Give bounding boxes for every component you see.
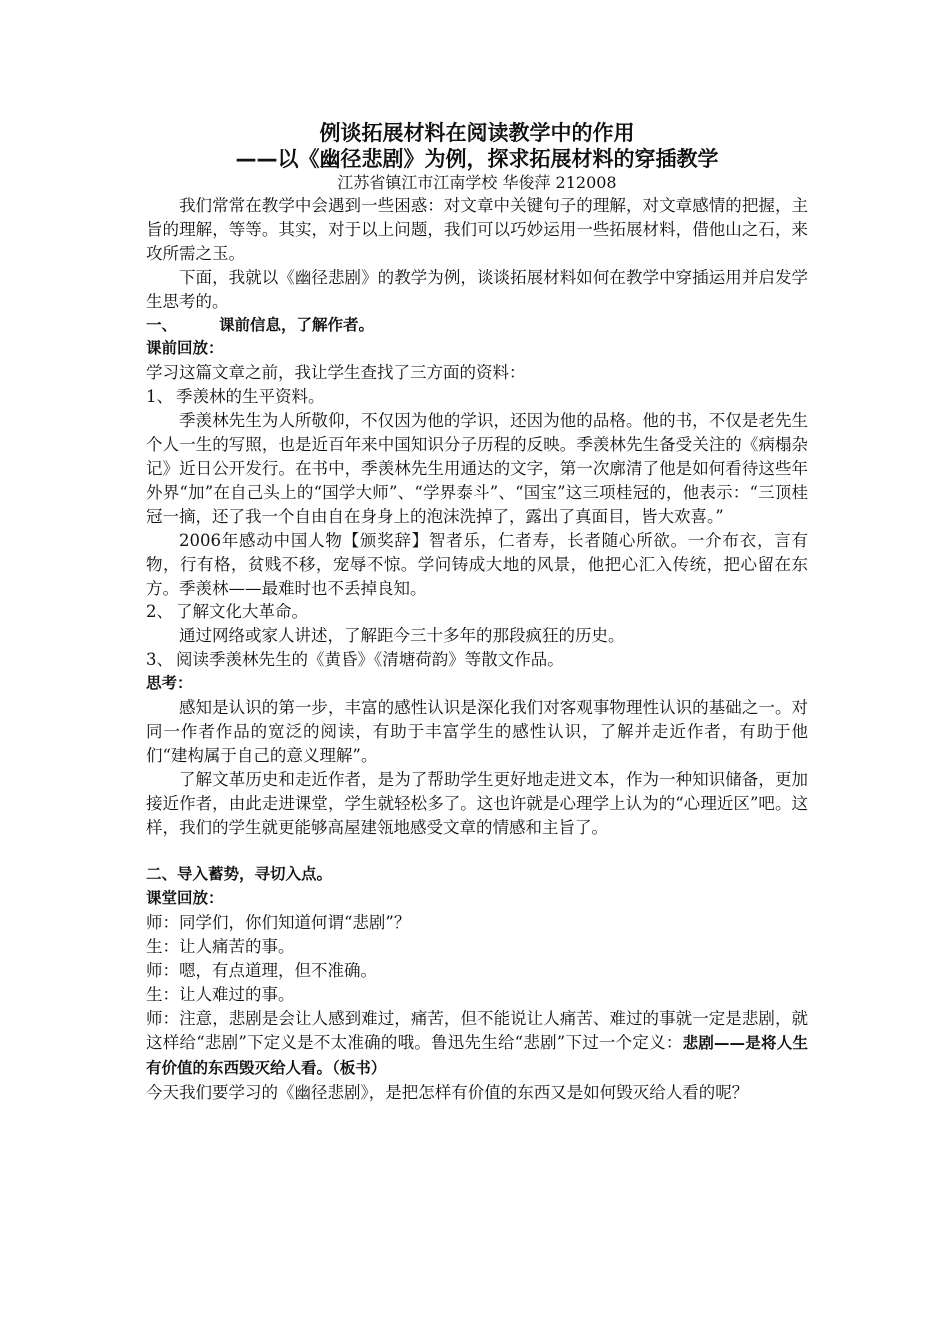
list-item-2-text: 了解文化大革命。 <box>176 602 308 622</box>
intro-paragraph-1: 我们常常在教学中会遇到一些困惑：对文章中关键句子的理解，对文章感情的把握，主旨的理解，等等。其实，对于以上问题，我们可以巧妙运用一些拓展材料，借他山之石，来攻所需之玉。 <box>146 196 808 263</box>
item-2-paragraph-1: 通过网络或家人讲述，了解距今三十多年的那段疯狂的历史。 <box>179 626 625 646</box>
dialogue-line-5-text: 师：注意，悲剧是会让人感到难过，痛苦，但不能说让人痛苦、难过的事就一定是悲剧，就这样给“悲剧”下定义是不太准确的哦。鲁迅先生给“悲剧”下过一个定义： <box>146 1008 808 1052</box>
review-1-label: 课前回放： <box>146 339 224 358</box>
dialogue-line-4: 生：让人难过的事。 <box>146 985 295 1004</box>
list-item-2-number: 2、 <box>146 602 173 622</box>
list-item-1 <box>146 385 808 409</box>
section-1-title: 课前信息，了解作者。 <box>219 315 375 334</box>
list-item-2 <box>146 600 808 624</box>
list-item-3 <box>146 648 808 672</box>
think-paragraph-1: 感知是认识的第一步，丰富的感性认识是深化我们对客观事物理性认识的基础之一。对同一作者作品的宽泛的阅读，有助于丰富学生的感性认识，了解并走近作者，有助于他们“建构属于自己的意义理解”。 <box>146 698 808 765</box>
section-1-heading <box>146 314 808 338</box>
dialogue-line-2: 生：让人痛苦的事。 <box>146 937 295 957</box>
item-1-paragraph-1: 季羡林先生为人所敬仰，不仅因为他的学识，还因为他的品格。他的书，不仅是老先生个人一生的写照，也是近百年来中国知识分子历程的反映。季羡林先生备受关注的《病榻杂记》近日公开发行。在书中，季羡林先生用通达的文字，第一次廓清了他是如何看待这些年外界“加”在自己头上的“国学大师”、“学界泰斗”、“国宝”这三项桂冠的，他表示：“三顶桂冠一摘，还了我一个自由自在身身上的泡沫洗掉了，露出了真面目，皆大欢喜。” <box>146 411 808 526</box>
document-title: 例谈拓展材料在阅读教学中的作用 <box>319 121 635 145</box>
document-body <box>146 120 808 1105</box>
section-gap <box>146 839 808 863</box>
think-label: 思考： <box>146 674 193 693</box>
intro-paragraph-2: 下面，我就以《幽径悲剧》的教学为例，谈谈拓展材料如何在教学中穿插运用并启发学生思考的。 <box>146 267 808 311</box>
section-1-number: 一、 <box>146 315 178 334</box>
tragedy-definition: 悲剧——是将人生有价值的东西毁灭给人看。（板书） <box>146 1033 808 1077</box>
review-2-label: 课堂回放： <box>146 889 224 908</box>
dialogue-line-1: 师：同学们，你们知道何谓“悲剧”？ <box>146 913 411 933</box>
list-item-1-text: 季羡林的生平资料。 <box>176 387 325 407</box>
document-subtitle: ——以《幽径悲剧》为例，探求拓展材料的穿插教学 <box>235 147 719 171</box>
list-item-1-number: 1、 <box>146 387 173 407</box>
review-1-text: 学习这篇文章之前，我让学生查找了三方面的资料： <box>146 363 526 383</box>
item-1-paragraph-2: 2006年感动中国人物【颁奖辞】智者乐，仁者寿，长者随心所欲。一介布衣，言有物，行有格，贫贱不移，宠辱不惊。学问铸成大地的风景，他把心汇入传统，把心留在东方。季羡林——最难时也不丢掉良知。 <box>146 530 808 598</box>
list-item-3-text: 阅读季羡林先生的《黄昏》《清塘荷韵》等散文作品。 <box>176 650 564 670</box>
author-line: 江苏省镇江市江南学校 华俊萍 212008 <box>337 173 617 192</box>
think-paragraph-2: 了解文革历史和走近作者，是为了帮助学生更好地走进文本，作为一种知识储备，更加接近作者，由此走进课堂，学生就轻松多了。这也许就是心理学上认为的“心理近区”吧。这样，我们的学生就更能够高屋建瓴地感受文章的情感和主旨了。 <box>146 769 808 837</box>
section-2-heading: 二、导入蓄势，寻切入点。 <box>146 865 333 884</box>
list-item-3-number: 3、 <box>146 650 173 670</box>
dialogue-line-6: 今天我们要学习的《幽径悲剧》，是把怎样有价值的东西又是如何毁灭给人看的呢？ <box>146 1082 749 1102</box>
dialogue-line-3: 师：嗯，有点道理，但不准确。 <box>146 961 377 981</box>
dialogue-line-5 <box>146 1007 808 1081</box>
